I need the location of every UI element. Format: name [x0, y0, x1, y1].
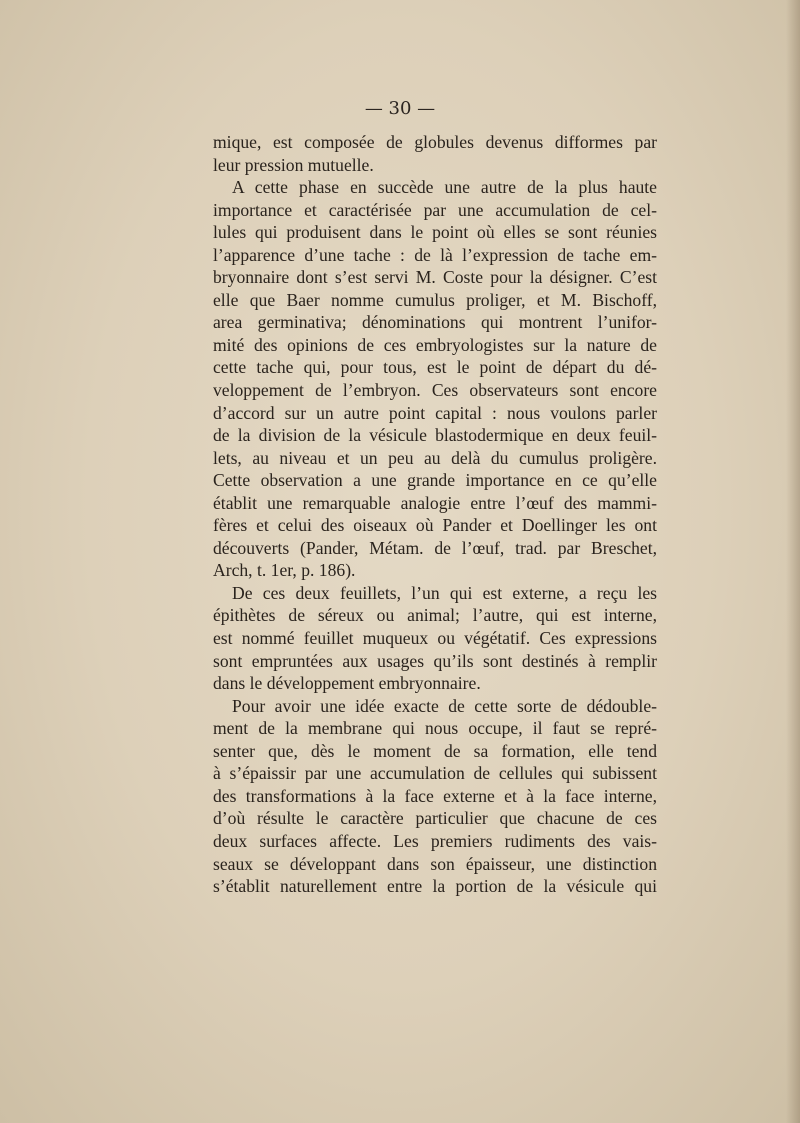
text-line: veloppement de l’embryon. Ces observateurs sont encore [213, 380, 657, 401]
text-line: area germinativa; dénominations qui montrent l’unifor- [213, 312, 657, 333]
text-line: l’apparence d’une tache : de là l’expression de tache em- [213, 244, 657, 265]
text-line: Arch, t. 1er, p. 186). [213, 560, 356, 581]
text-line: lets, au niveau et un peu au delà du cumulus proligère. [213, 447, 657, 468]
text-line: deux surfaces affecte. Les premiers rudiments des vais- [213, 830, 657, 851]
text-line: établit une remarquable analogie entre l’œuf des mammi- [213, 492, 657, 513]
text-line: d’où résulte le caractère particulier que chacune de ces [213, 808, 657, 829]
text-line: elle que Baer nomme cumulus proliger, et M. Bischoff, [213, 289, 657, 310]
page-edge-shadow [786, 0, 800, 1123]
text-line: Pour avoir une idée exacte de cette sorte de dédouble- [232, 695, 657, 716]
text-line: fères et celui des oiseaux où Pander et Doellinger les ont [213, 515, 657, 536]
page-number: — 30 — [364, 98, 436, 119]
text-line: de la division de la vésicule blastodermique en deux feuil- [213, 425, 657, 446]
text-line: cette tache qui, pour tous, est le point de départ du dé- [213, 357, 657, 378]
text-line: senter que, dès le moment de sa formation, elle tend [213, 740, 657, 761]
text-line: lules qui produisent dans le point où elles se sont réunies [213, 222, 657, 243]
text-line: A cette phase en succède une autre de la plus haute [232, 177, 657, 198]
text-line: Cette observation a une grande importance en ce qu’elle [213, 470, 657, 491]
text-line: importance et caractérisée par une accumulation de cel- [213, 199, 657, 220]
text-line: ment de la membrane qui nous occupe, il faut se repré- [213, 718, 657, 739]
text-line: bryonnaire dont s’est servi M. Coste pour la désigner. C’est [213, 267, 657, 288]
text-line: De ces deux feuillets, l’un qui est externe, a reçu les [232, 582, 657, 603]
text-line: sont empruntées aux usages qu’ils sont destinés à remplir [213, 650, 657, 671]
text-line: des transformations à la face externe et à la face interne, [213, 785, 657, 806]
text-line: mité des opinions de ces embryologistes sur la nature de [213, 334, 657, 355]
text-line: est nommé feuillet muqueux ou végétatif. Ces expressions [213, 628, 657, 649]
text-line: s’établit naturellement entre la portion de la vésicule qui [213, 876, 657, 897]
text-line: dans le développement embryonnaire. [213, 673, 481, 694]
text-line: d’accord sur un autre point capital : nous voulons parler [213, 402, 657, 423]
text-line: leur pression mutuelle. [213, 154, 374, 175]
text-line: découverts (Pander, Métam. de l’œuf, trad. par Breschet, [213, 537, 657, 558]
text-line: seaux se développant dans son épaisseur, une distinction [213, 853, 657, 874]
body-text [213, 131, 657, 898]
text-line: à s’épaissir par une accumulation de cellules qui subissent [213, 763, 657, 784]
text-line: épithètes de séreux ou animal; l’autre, qui est interne, [213, 605, 657, 626]
text-line: mique, est composée de globules devenus difformes par [213, 132, 657, 152]
